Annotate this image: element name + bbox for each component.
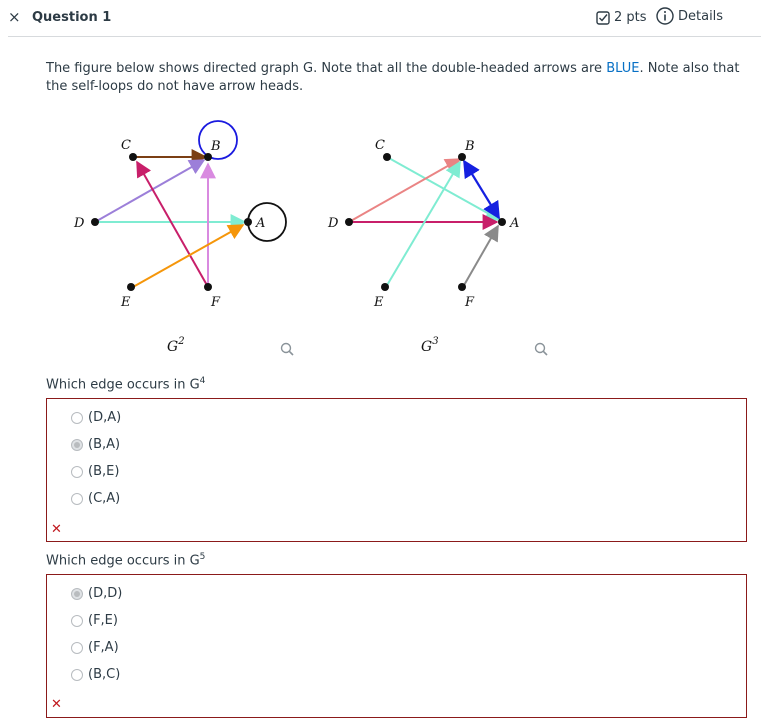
node-e — [127, 283, 135, 291]
question-title: Question 1 — [32, 10, 112, 25]
label3-e: E — [374, 295, 384, 310]
node-d — [91, 218, 99, 226]
details-label: Details — [678, 8, 724, 24]
label-c: C — [121, 138, 131, 153]
option-label: (F,A) — [88, 640, 119, 655]
points-label: 2 pts — [614, 10, 647, 25]
edge-d-b — [95, 160, 204, 222]
edge-f-c — [137, 162, 208, 287]
caption-g3: $G^3$ — [421, 336, 439, 355]
radio-button-selected[interactable] — [71, 439, 83, 451]
radio-button[interactable] — [71, 412, 83, 424]
header-divider — [8, 36, 761, 37]
radio-button[interactable] — [71, 615, 83, 627]
label-d: D — [74, 216, 85, 231]
label-f: F — [211, 295, 221, 310]
radio-button[interactable] — [71, 493, 83, 505]
radio-button[interactable] — [71, 669, 83, 681]
prompt-text-2: . Note also that the self-loops do not have arrow heads. — [46, 61, 740, 94]
label3-d: D — [328, 216, 339, 231]
graph-g2 — [73, 121, 286, 355]
label-b: B — [211, 139, 221, 154]
node3-c — [383, 153, 391, 161]
option-1-3[interactable] — [71, 491, 120, 506]
incorrect-mark-icon: ✕ — [51, 522, 62, 537]
option-label: (B,E) — [88, 464, 120, 479]
node-c — [129, 153, 137, 161]
option-1-1[interactable] — [71, 437, 120, 452]
label3-b: B — [465, 139, 475, 154]
node-a — [244, 218, 252, 226]
option-2-3[interactable] — [71, 667, 120, 682]
checkbox-icon — [596, 11, 610, 25]
graph-figures — [0, 110, 777, 370]
label-e: E — [121, 295, 131, 310]
radio-button[interactable] — [71, 642, 83, 654]
subquestion-1-text: Which edge occurs in $G^4$ — [46, 376, 206, 393]
label3-c: C — [375, 138, 385, 153]
question-prompt — [46, 60, 746, 96]
prompt-highlight: BLUE — [606, 61, 640, 76]
option-2-2[interactable] — [71, 640, 119, 655]
option-label: (C,A) — [88, 491, 121, 506]
edge3-f-a — [463, 226, 498, 287]
radio-button-selected[interactable] — [71, 588, 83, 600]
details-button[interactable] — [656, 7, 723, 25]
answer-box-2 — [46, 574, 747, 718]
graph-g3 — [327, 138, 519, 355]
points-indicator — [596, 10, 647, 25]
edge-e-a — [133, 225, 243, 287]
prompt-text-1: The figure below shows directed graph G. Note that all the double-headed arrows are — [46, 61, 607, 76]
label3-a: A — [510, 216, 520, 231]
node3-a — [498, 218, 506, 226]
radio-button[interactable] — [71, 466, 83, 478]
node3-f — [458, 283, 466, 291]
option-2-1[interactable] — [71, 613, 118, 628]
caption-g2: $G^2$ — [167, 336, 185, 355]
option-1-2[interactable] — [71, 464, 119, 479]
node3-b — [458, 153, 466, 161]
incorrect-mark-icon: ✕ — [51, 697, 62, 712]
label3-f: F — [465, 295, 475, 310]
question-header — [0, 0, 777, 38]
self-loop-a — [248, 203, 286, 241]
option-label: (D,D) — [88, 586, 123, 601]
node3-e — [381, 283, 389, 291]
zoom-g2-icon[interactable] — [282, 344, 294, 356]
info-icon — [656, 7, 674, 25]
node3-d — [345, 218, 353, 226]
label-a: A — [256, 216, 266, 231]
incorrect-x-icon: × — [8, 8, 21, 26]
option-label: (D,A) — [88, 410, 122, 425]
option-1-0[interactable] — [71, 410, 121, 425]
node-f — [204, 283, 212, 291]
option-label: (F,E) — [88, 613, 118, 628]
answer-box-1 — [46, 398, 747, 542]
node-b — [204, 153, 212, 161]
subquestion-2-text: Which edge occurs in $G^5$ — [46, 552, 206, 569]
option-label: (B,C) — [88, 667, 121, 682]
option-2-0[interactable] — [71, 586, 122, 601]
zoom-g3-icon[interactable] — [536, 344, 548, 356]
option-label: (B,A) — [88, 437, 121, 452]
